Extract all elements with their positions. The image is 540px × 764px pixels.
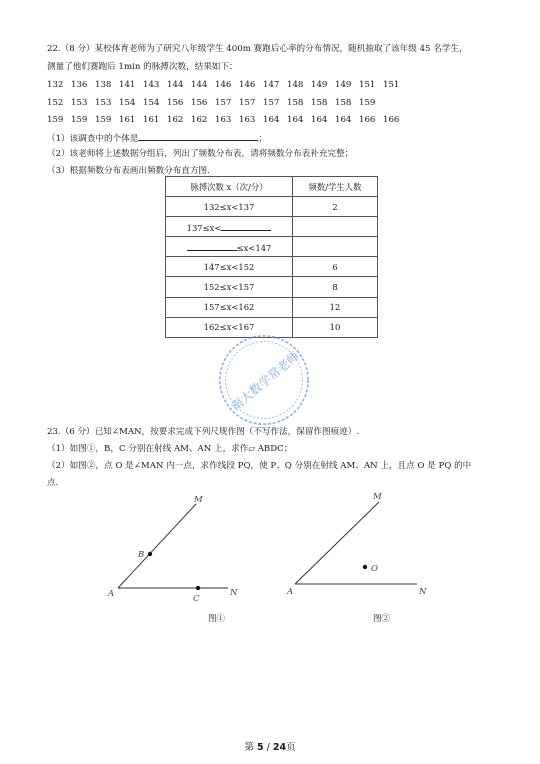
- data-value: 159: [47, 115, 64, 125]
- count-cell: 6: [293, 257, 378, 277]
- footer-current-page: 5: [256, 742, 264, 753]
- point-b: [148, 552, 152, 556]
- data-value: 159: [71, 115, 88, 125]
- page-footer: [0, 739, 540, 753]
- count-cell[interactable]: [293, 217, 378, 237]
- q22-intro-line1: 22.（8 分）某校体育老师为了研究八年级学生 400m 赛跑后心率的分布情况，随机抽取了该年级 45 名学生，: [47, 44, 468, 54]
- figure-1: [100, 488, 250, 626]
- count-cell: 10: [293, 317, 378, 337]
- data-value: 144: [191, 80, 208, 90]
- data-value: 163: [239, 115, 256, 125]
- data-value: 141: [119, 80, 136, 90]
- range-prefix: 137≤x<: [186, 222, 222, 233]
- data-value: 149: [335, 80, 352, 90]
- data-value: 156: [191, 98, 208, 108]
- label-a: A: [108, 589, 115, 599]
- caption-fig1: 图①: [208, 614, 226, 624]
- data-value: 158: [335, 98, 352, 108]
- data-value: 153: [71, 98, 88, 108]
- data-value: 146: [239, 80, 256, 90]
- data-value: 156: [167, 98, 184, 108]
- table-row: [166, 257, 378, 277]
- answer-blank[interactable]: [138, 131, 258, 141]
- range-cell: 147≤x<152: [166, 257, 293, 277]
- data-value: 146: [215, 80, 232, 90]
- count-cell[interactable]: [293, 237, 378, 257]
- watermark-stamp: [216, 332, 312, 428]
- data-value: 157: [215, 98, 232, 108]
- data-value: 136: [71, 80, 88, 90]
- data-value: 158: [287, 98, 304, 108]
- data-row-2: [47, 97, 407, 109]
- q23-line4: 点.: [47, 478, 59, 488]
- footer-prefix: 第: [244, 742, 257, 753]
- data-value: 147: [263, 80, 280, 90]
- table-row: [166, 297, 378, 317]
- table-row: [166, 197, 378, 217]
- q23-line3: （2）如图②，点 O 是∠MAN 内一点，求作线段 PQ，使 P、Q 分别在射线 AM、AN 上，且点 O 是 PQ 的中: [47, 461, 472, 471]
- header-frequency: 频数/学生人数: [293, 177, 378, 197]
- label-n: N: [419, 587, 427, 597]
- answer-blank[interactable]: [187, 241, 237, 251]
- point-o: [363, 565, 367, 569]
- q23-line2: （1）如图①，B，C 分别在射线 AM、AN 上，求作▱ ABDC；: [47, 444, 293, 454]
- data-value: 144: [167, 80, 184, 90]
- table-row: [166, 277, 378, 297]
- count-cell: 2: [293, 197, 378, 217]
- q22-intro-line2: 测量了他们赛跑后 1min 的脉搏次数，结果如下：: [47, 62, 238, 72]
- data-value: 154: [119, 98, 136, 108]
- q22-sub2: （2）该老师将上述数据分组后，列出了频数分布表，请将频数分布表补充完整；: [47, 149, 354, 159]
- ray-am: [118, 504, 196, 588]
- data-value: 149: [311, 80, 328, 90]
- label-c: C: [193, 594, 200, 604]
- q22-sub3: （3）根据频数分布表画出频数分布直方图.: [47, 166, 210, 176]
- footer-suffix: 页: [286, 742, 296, 753]
- data-value: 143: [143, 80, 160, 90]
- data-value: 163: [215, 115, 232, 125]
- data-value: 148: [287, 80, 304, 90]
- data-value: 164: [335, 115, 352, 125]
- label-m: M: [373, 492, 382, 502]
- table-row: [166, 237, 378, 257]
- data-value: 164: [311, 115, 328, 125]
- range-cell: [166, 217, 293, 237]
- data-value: 151: [383, 80, 400, 90]
- q22-sub1: [47, 131, 267, 145]
- range-cell: 152≤x<157: [166, 277, 293, 297]
- data-value: 153: [95, 98, 112, 108]
- data-value: 157: [263, 98, 280, 108]
- label-m: M: [194, 495, 203, 505]
- q22-sub1-suffix: ；: [258, 134, 268, 144]
- data-value: 161: [119, 115, 136, 125]
- footer-separator: /: [263, 742, 273, 753]
- range-cell: [166, 237, 293, 257]
- answer-blank[interactable]: [221, 221, 271, 231]
- data-value: 158: [311, 98, 328, 108]
- table-row: [166, 217, 378, 237]
- data-value: 159: [359, 98, 376, 108]
- ray-am: [295, 502, 379, 584]
- label-o: O: [371, 564, 378, 574]
- data-value: 154: [143, 98, 160, 108]
- footer-total-pages: 24: [272, 742, 287, 753]
- caption-fig2: 图②: [373, 614, 391, 624]
- data-value: 166: [359, 115, 376, 125]
- data-value: 162: [167, 115, 184, 125]
- data-value: 161: [143, 115, 160, 125]
- range-cell: 162≤x<167: [166, 317, 293, 337]
- range-cell: 157≤x<162: [166, 297, 293, 317]
- data-value: 138: [95, 80, 112, 90]
- data-value: 162: [191, 115, 208, 125]
- range-suffix: ≤x<147: [236, 242, 272, 253]
- data-value: 151: [359, 80, 376, 90]
- data-value: 164: [287, 115, 304, 125]
- range-cell: 132≤x<137: [166, 197, 293, 217]
- data-value: 159: [95, 115, 112, 125]
- data-row-3: [47, 114, 407, 126]
- point-c: [196, 586, 200, 590]
- count-cell: 8: [293, 277, 378, 297]
- data-value: 164: [263, 115, 280, 125]
- q22-sub1-prefix: （1）该调查中的个体是: [47, 134, 139, 144]
- q23-line1: 23.（6 分）已知∠MAN，按要求完成下列尺规作图（不写作法，保留作图痕迹）.: [47, 427, 360, 437]
- data-value: 166: [383, 115, 400, 125]
- label-n: N: [230, 588, 238, 598]
- table-header-row: [166, 177, 378, 197]
- label-b: B: [138, 550, 145, 560]
- data-value: 132: [47, 80, 64, 90]
- watermark-text: 南大数学常老师: [228, 348, 302, 414]
- header-pulse: 脉搏次数 x（次/分）: [166, 177, 293, 197]
- frequency-table: [165, 176, 378, 338]
- count-cell: 12: [293, 297, 378, 317]
- data-value: 152: [47, 98, 64, 108]
- data-row-1: [47, 79, 407, 91]
- figure-2: [285, 488, 435, 626]
- data-value: 157: [239, 98, 256, 108]
- label-a: A: [287, 587, 294, 597]
